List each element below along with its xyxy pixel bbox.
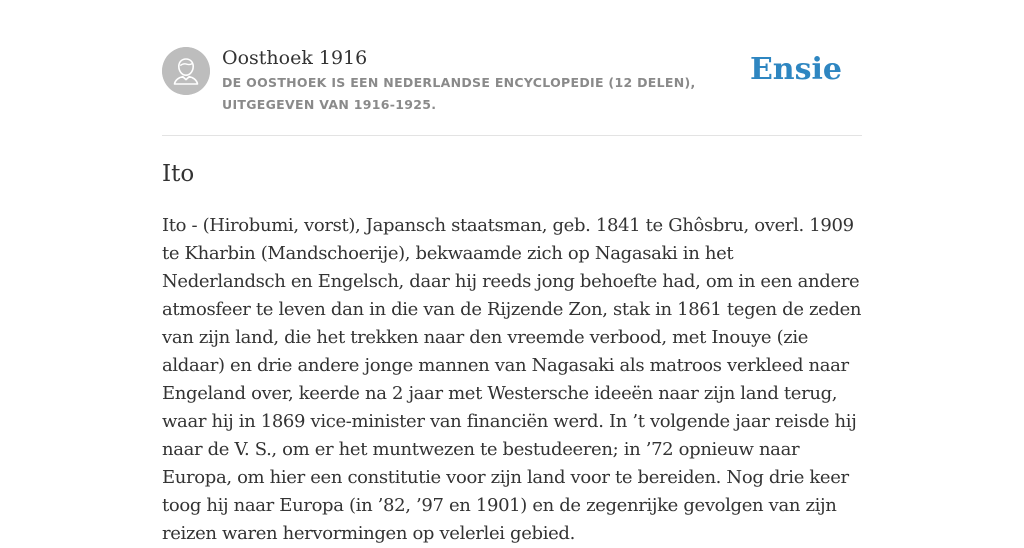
brand-logo[interactable]: Ensie [749,52,842,87]
source-description: DE OOSTHOEK IS EEN NEDERLANDSE ENCYCLOPEDIE (12 DELEN), UITGEGEVEN VAN 1916-1925. [222,75,696,112]
user-silhouette-icon [162,47,210,95]
source-header [162,46,862,136]
entry-body: Ito - (Hirobumi, vorst), Japansch staatsman, geb. 1841 te Ghôsbru, overl. 1909 te Kharbin (Mandschoerije), bekwaamde zich op Nagasaki in het Nederlandsch en Engelsch, daar hij reeds jong behoefte had, om in een andere atmosfeer te leven dan in die van de Rijzende Zon, stak in 1861 tegen de zeden van zijn land, die het trekken naar den vreemde verbood, met Inouye (zie aldaar) en drie andere jonge mannen van Nagasaki als matroos verkleed naar Engeland over, keerde na 2 jaar met Westersche ideeën naar zijn land terug, waar hij in 1869 vice-minister van financiën werd. In ’t volgende jaar reisde hij naar de V. S., om er het muntwezen te bestudeeren; in ’72 opnieuw naar Europa, om hier een constitutie voor zijn land voor te bereiden. Nog drie keer toog hij naar Europa (in ’82, ’97 en 1901) en de zegenrijke gevolgen van zijn reizen waren hervormingen op velerlei gebied. [162,215,862,544]
header-divider [162,135,862,136]
entry-title: Ito [162,161,195,187]
source-name[interactable]: Oosthoek 1916 [222,47,368,69]
avatar[interactable] [162,47,210,95]
